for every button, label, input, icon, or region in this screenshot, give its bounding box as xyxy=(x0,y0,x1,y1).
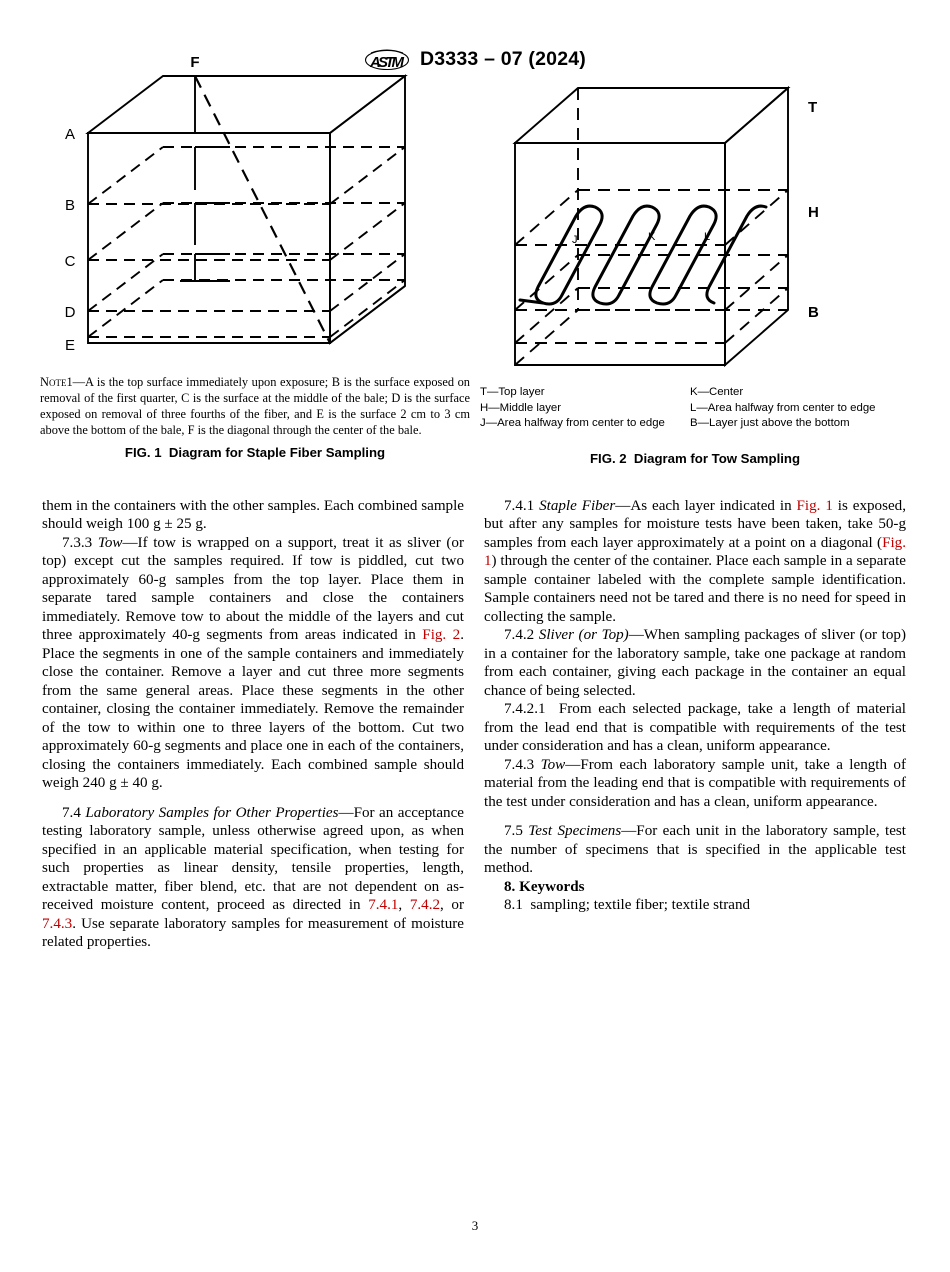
section-number: 7.4.1 xyxy=(504,498,535,514)
section-title: Tow xyxy=(540,756,566,773)
paragraph-text: . Place the segments in one of the sample containers and immediately close the container. Remove a layer and cut three more segments from the same general areas. Place these segments in the other container, closing the container immediately. Remove the remainder of the tow to within one to three layers of the bottom. Cut two approximately 60-g segments and place one in each of the containers, closing the containers immediately. Each combined sample should weigh 240 g ± 40 g. xyxy=(42,627,464,792)
paragraph-7-4-1 xyxy=(484,497,906,626)
body-column-left xyxy=(42,497,464,952)
section-title: Staple Fiber xyxy=(539,498,616,514)
figure-2 xyxy=(480,85,910,466)
section-title: Tow xyxy=(97,534,123,551)
legend-cell: H—Middle layer xyxy=(480,401,562,414)
legend-row xyxy=(480,385,910,401)
paragraph-text: . Use separate laboratory samples for measurement of moisture related properties. xyxy=(42,915,464,951)
paragraph-7-4 xyxy=(42,804,464,952)
figure-2-label-k: K xyxy=(648,231,656,243)
body-column-right xyxy=(484,497,906,915)
cross-reference-7-4-3[interactable]: 7.4.3 xyxy=(42,915,73,932)
figure-1-note xyxy=(40,375,470,439)
legend-cell: B—Layer just above the bottom xyxy=(690,417,850,429)
paragraph-text: —When sampling packages of sliver (or top) in a container for the laboratory sample, take one package at random from each container, giving each package in the container an equal chance of being selected. xyxy=(484,627,906,699)
cross-reference-fig-2[interactable]: Fig. 2 xyxy=(422,627,461,644)
page-header xyxy=(0,46,950,72)
section-title: Test Specimens xyxy=(528,823,622,840)
legend-cell: T—Top layer xyxy=(480,386,545,398)
legend-cell: K—Center xyxy=(690,386,744,398)
paragraph-text: sampling; textile fiber; textile strand xyxy=(530,897,751,914)
figure-2-caption: FIG. 2 Diagram for Tow Sampling xyxy=(589,450,801,466)
astm-logo-icon xyxy=(364,46,410,72)
cross-reference-fig-1[interactable]: Fig. 1 xyxy=(484,534,906,570)
figure-2-label-l: L xyxy=(704,231,711,243)
figure-2-drawing xyxy=(480,85,880,385)
figure-1-label-c: C xyxy=(64,253,76,270)
figure-1-label-a: A xyxy=(64,126,76,143)
paragraph-7-4-2-1 xyxy=(484,700,906,755)
figure-2-label-t: T xyxy=(808,99,818,116)
standard-designation: D3333 – 07 (2024) xyxy=(419,47,587,70)
paragraph-text: —For an acceptance testing laboratory sample, unless otherwise agreed upon, as when specified in an applicable material specification, when testing for such properties as linear density, tensile properties, length, extractable matter, fiber blend, etc. that are not dependent on as-received moisture content, proceed as directed in xyxy=(42,804,464,914)
section-number: 7.4.2 xyxy=(504,627,535,644)
figure-1-label-f: F xyxy=(190,54,200,71)
cross-reference-7-4-1[interactable]: 7.4.1 xyxy=(368,897,399,914)
section-title: Sliver (or Top) xyxy=(538,627,629,644)
page-number: 3 xyxy=(471,1218,479,1233)
paragraph-7-5 xyxy=(484,822,906,877)
section-number: 7.4.3 xyxy=(504,756,535,773)
figure-1-label-b: B xyxy=(64,197,76,214)
figure-1-caption: FIG. 1 Diagram for Staple Fiber Sampling xyxy=(124,444,386,460)
legend-cell: L—Area halfway from center to edge xyxy=(690,401,876,414)
figure-2-legend xyxy=(480,385,910,432)
paragraph-continued xyxy=(42,497,464,534)
paragraph-text: , xyxy=(398,897,410,914)
cross-reference-7-4-2[interactable]: 7.4.2 xyxy=(409,897,441,914)
cross-reference-fig-1[interactable]: Fig. 1 xyxy=(796,498,833,514)
section-number: 7.4 xyxy=(62,804,81,821)
figure-1-label-e: E xyxy=(64,337,76,354)
paragraph-text: ) through the center of the container. Place each sample in a separate sample container labeled with the complete sample identification. Sample containers need not be tared and there is no need for speed in collecting the sample. xyxy=(484,553,906,625)
paragraph-7-4-3 xyxy=(484,756,906,811)
figure-1-note-lead: Note xyxy=(40,375,67,389)
legend-row xyxy=(480,416,910,432)
svg-text:ASTM: ASTM xyxy=(369,54,404,71)
section-number: 8.1 xyxy=(504,897,523,914)
paragraph-text: them in the containers with the other samples. Each combined sample should weigh 100 g ± 25 g. xyxy=(42,498,464,533)
paragraph-7-4-2 xyxy=(484,626,906,700)
figure-2-label-j: J xyxy=(572,234,578,246)
figure-1-label-d: D xyxy=(64,304,76,321)
paragraph-text: —For each unit in the laboratory sample, test the number of specimens that is specified in the applicable test method. xyxy=(484,823,906,877)
figure-2-label-b: B xyxy=(808,304,819,321)
legend-row xyxy=(480,401,910,417)
paragraph-text: , or xyxy=(440,897,464,914)
paragraph-text: —If tow is wrapped on a support, treat it as sliver (or top) except cut the samples required. If tow is piddled, cut two approximately 60-g samples from the top layer. Place them in separate tared sample containers and close the containers immediately. Remove tow to about the middle of the layers and cut three approximately 40-g segments from areas indicated in xyxy=(42,534,464,644)
figure-2-label-h: H xyxy=(808,204,819,221)
paragraph-text: is exposed, but after any samples for moisture tests have been taken, take 50-g samples from each layer approximately at a point on a diagonal ( xyxy=(484,498,906,551)
section-title: Laboratory Samples for Other Properties xyxy=(85,804,339,821)
section-number: 7.3.3 xyxy=(62,534,93,551)
section-heading-keywords: 8. Keywords xyxy=(504,878,585,895)
paragraph-text: —As each layer indicated in xyxy=(615,498,797,514)
paragraph-text: From each selected package, take a length of material from the lead end that is compatible with requirements of the test under consideration and has a clean, uniform appearance. xyxy=(484,701,906,755)
section-number: 7.5 xyxy=(504,823,523,840)
legend-cell: J—Area halfway from center to edge xyxy=(480,417,665,429)
section-number: 7.4.2.1 xyxy=(504,701,546,718)
paragraph-7-3-3 xyxy=(42,534,464,793)
paragraph-8-1 xyxy=(484,896,906,914)
figure-1-note-text: 1—A is the top surface immediately upon exposure; B is the surface exposed on removal of the first quarter, C is the surface at the middle of the bale; D is the surface exposed on removal of three fourths of the fiber, and E is the surface 2 cm to 3 cm above the bottom of the bale, F is the diagonal through the center of the bale. xyxy=(40,375,470,437)
paragraph-text: —From each laboratory sample unit, take a length of material from the leading end that is compatible with requirements of the test under consideration and has a clean, uniform appearance. xyxy=(484,756,906,810)
